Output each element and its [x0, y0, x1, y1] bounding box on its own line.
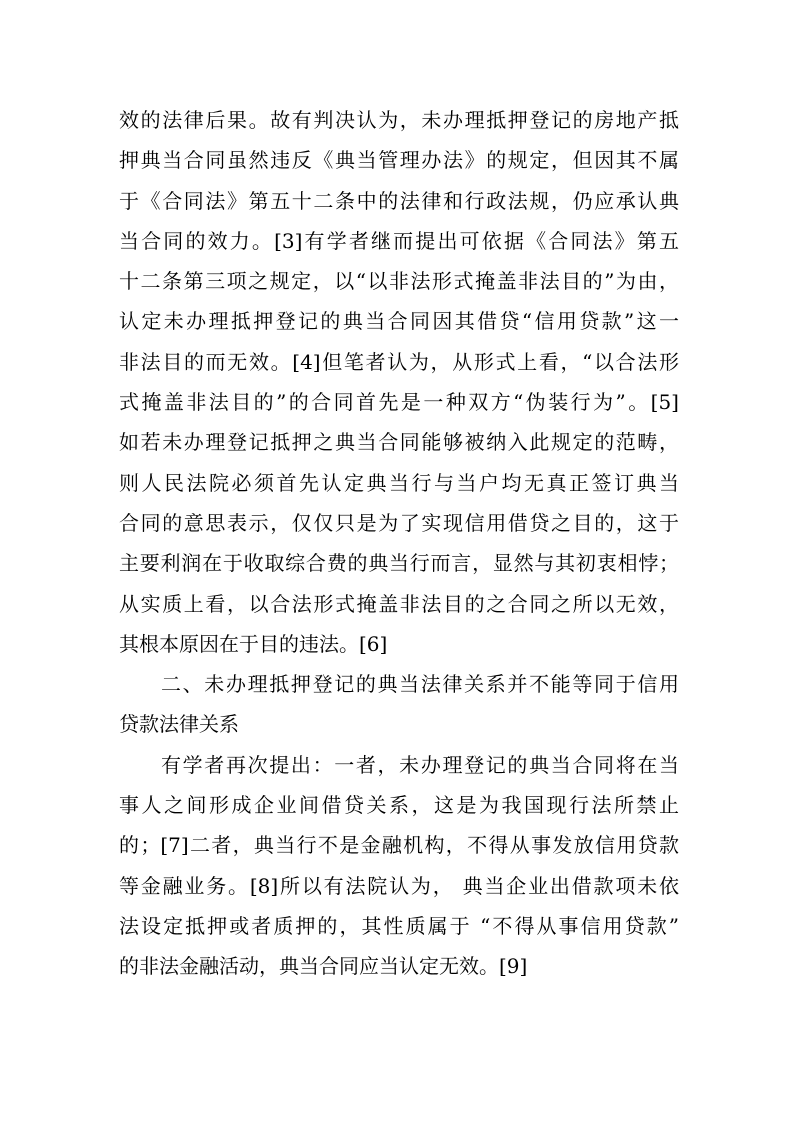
paragraph-line: 十二条第三项之规定，以“以非法形式掩盖非法目的”为由，	[119, 269, 679, 294]
paragraph-line: 等金融业务。[8]所以有法院认为， 典当企业出借款项未依	[119, 873, 679, 898]
paragraph-line: 当合同的效力。[3]有学者继而提出可依据《合同法》第五	[119, 228, 679, 253]
paragraph-line: 从实质上看，以合法形式掩盖非法目的之合同之所以无效，	[119, 591, 679, 616]
document-body	[119, 100, 679, 987]
section-heading-continued: 贷款法律关系	[119, 712, 239, 737]
paragraph-line: 如若未办理登记抵押之典当合同能够被纳入此规定的范畴，	[119, 430, 679, 455]
paragraph-line: 主要利润在于收取综合费的典当行而言，显然与其初衷相悖；	[119, 551, 679, 576]
paragraph-line: 的；[7]二者，典当行不是金融机构，不得从事发放信用贷款	[119, 833, 679, 858]
paragraph-line: 式掩盖非法目的”的合同首先是一种双方“伪装行为”。[5]	[119, 390, 679, 415]
paragraph-line: 非法目的而无效。[4]但笔者认为，从形式上看，“以合法形	[119, 349, 679, 374]
paragraph-line: 事人之间形成企业间借贷关系，这是为我国现行法所禁止	[119, 793, 679, 818]
paragraph-line: 有学者再次提出：一者，未办理登记的典当合同将在当	[161, 752, 679, 777]
paragraph-line: 押典当合同虽然违反《典当管理办法》的规定，但因其不属	[119, 148, 679, 173]
paragraph-line: 法设定抵押或者质押的，其性质属于 “不得从事信用贷款”	[119, 913, 679, 938]
paragraph-line: 合同的意思表示，仅仅只是为了实现信用借贷之目的，这于	[119, 510, 679, 535]
paragraph-line: 则人民法院必须首先认定典当行与当户均无真正签订典当	[119, 470, 679, 495]
paragraph-line: 其根本原因在于目的违法。[6]	[119, 631, 388, 656]
paragraph-line: 于《合同法》第五十二条中的法律和行政法规，仍应承认典	[119, 188, 679, 213]
section-heading: 二、未办理抵押登记的典当法律关系并不能等同于信用	[161, 672, 679, 697]
paragraph-line: 的非法金融活动，典当合同应当认定无效。[9]	[119, 954, 528, 979]
paragraph-line: 效的法律后果。故有判决认为，未办理抵押登记的房地产抵	[119, 108, 679, 132]
paragraph-line: 认定未办理抵押登记的典当合同因其借贷“信用贷款”这一	[119, 309, 679, 334]
